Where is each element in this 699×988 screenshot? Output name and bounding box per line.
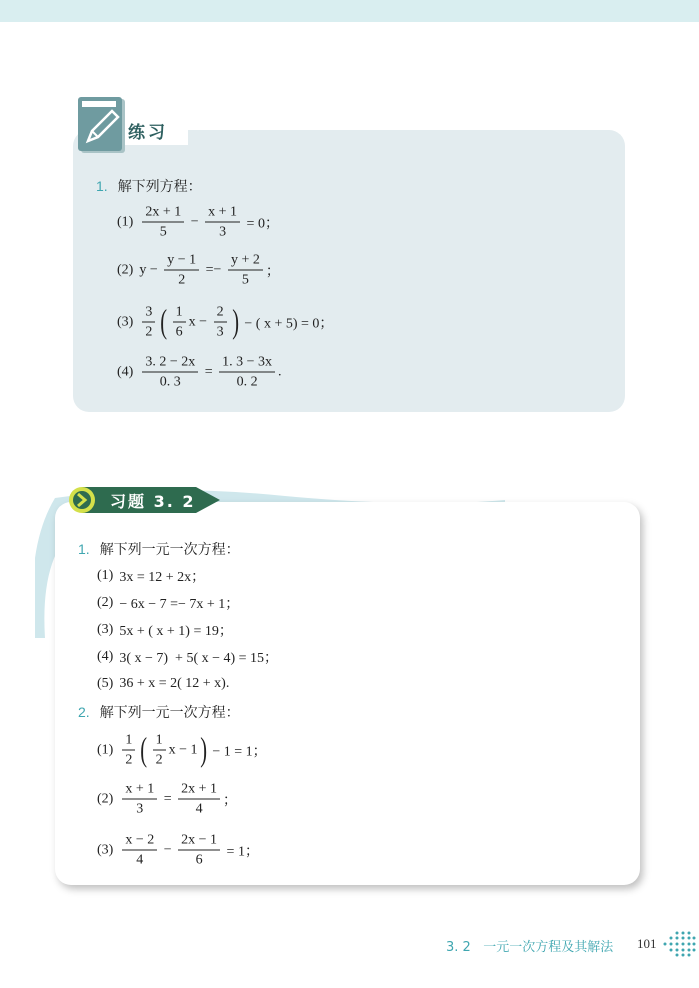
question-text: 解下列一元一次方程： [99,706,240,721]
fraction-denominator: 4 [195,801,203,817]
equation-text: . [278,364,282,379]
parenthesis: ( [140,731,148,768]
fraction-numerator: 2x + 1 [178,781,220,800]
question-number: 1. [96,178,108,194]
fraction-denominator: 4 [136,852,144,868]
fraction-numerator: y − 1 [164,252,199,271]
equation-text: x − 1 [168,742,198,757]
equation-text: y − [139,262,162,277]
equation-text: − [187,214,203,229]
fraction-numerator: y + 2 [228,252,263,271]
fraction [214,304,227,341]
item-label: (1) [117,214,134,229]
parenthesis: ( [160,303,168,340]
question-heading [78,539,240,559]
equation-item [117,204,279,241]
equation-text: ； [223,793,238,808]
question-number: 2. [78,704,90,720]
fraction-denominator: 0. 3 [159,374,181,390]
fraction-numerator: x + 1 [205,204,240,223]
equation-text: 5x + ( x + 1) = 19； [119,624,233,639]
fraction-denominator: 2 [145,324,153,340]
equation-text: = [201,364,217,379]
equation-text: = 0； [243,216,279,231]
fraction [122,781,157,818]
fraction-denominator: 2 [155,752,163,768]
fraction-denominator: 3 [136,801,144,817]
fraction-numerator: 1 [173,304,186,323]
equation-text: 3x = 12 + 2x； [119,570,206,585]
fraction-denominator: 6 [175,324,183,340]
equation-text: − ( x + 5) = 0； [240,316,334,331]
page-number: 101 [637,936,657,951]
fraction-numerator: 2x − 1 [178,832,220,851]
fraction [122,832,157,869]
equation-item [97,593,239,613]
decorative-dots-icon [662,930,696,958]
item-label: (1) [97,742,114,757]
fraction [228,252,263,289]
equation-text: = [160,791,176,806]
fraction-denominator: 2 [125,752,133,768]
equation-item [97,647,278,667]
equation-text: − [160,842,176,857]
question-number: 1. [78,541,90,557]
equation-item [97,620,233,640]
fraction-numerator: 2x + 1 [142,204,184,223]
item-label: (3) [97,622,114,637]
equation-text: ； [265,264,280,279]
equation-text: = 1； [223,844,259,859]
equation-item [97,781,237,818]
item-label: (2) [97,595,114,610]
equation-text: =− [202,262,225,277]
practice-title: 练习 [128,123,168,143]
fraction-numerator: 1. 3 − 3x [219,354,275,373]
fraction [142,354,198,391]
equation-item [117,304,333,341]
fraction-denominator: 2 [178,272,186,288]
item-label: (1) [97,568,114,583]
fraction-denominator: 0. 2 [236,374,258,390]
item-label: (2) [117,262,134,277]
exercise-title: 习题 3. 2 [110,492,196,511]
fraction [219,354,275,391]
parenthesis: ) [231,303,239,340]
item-label: (2) [97,791,114,806]
fraction [173,304,186,341]
fraction-numerator: 2 [214,304,227,323]
equation-item [97,732,267,769]
equation-text: − 6x − 7 =− 7x + 1； [119,597,240,612]
equation-text: − 1 = 1； [208,744,267,759]
exercise-box [55,502,640,885]
parenthesis: ) [199,731,207,768]
item-label: (3) [117,314,134,329]
fraction-numerator: 1 [153,732,166,751]
footer-section-title: 3. 2 一元一次方程及其解法 [446,940,614,955]
fraction [142,204,184,241]
equation-text: x − [188,314,211,329]
equation-item [117,354,282,391]
fraction-numerator: 3 [142,304,155,323]
fraction-denominator: 5 [241,272,249,288]
fraction-numerator: x − 2 [122,832,157,851]
question-heading [78,702,240,722]
item-label: (4) [97,649,114,664]
fraction [122,732,135,769]
fraction [178,832,220,869]
equation-item [97,676,229,692]
fraction-denominator: 3 [219,224,227,240]
question-text: 解下列一元一次方程： [99,543,240,558]
fraction-denominator: 5 [159,224,167,240]
equation-text: 36 + x = 2( 12 + x). [119,676,230,691]
fraction [205,204,240,241]
question-text: 解下列方程： [117,180,202,195]
equation-text: 3( x − 7) + 5( x − 4) = 15； [119,651,279,666]
question-heading [96,176,202,196]
pencil-notebook-icon [78,97,122,151]
fraction-denominator: 3 [216,324,224,340]
fraction [142,304,155,341]
item-label: (3) [97,842,114,857]
fraction-numerator: 3. 2 − 2x [142,354,198,373]
fraction [164,252,199,289]
equation-item [97,566,205,586]
fraction [178,781,220,818]
equation-item [97,832,259,869]
equation-item [117,252,280,289]
item-label: (5) [97,676,114,691]
item-label: (4) [117,364,134,379]
fraction-numerator: 1 [122,732,135,751]
fraction-numerator: x + 1 [122,781,157,800]
top-band [0,0,699,22]
fraction-denominator: 6 [195,852,203,868]
fraction [153,732,166,769]
